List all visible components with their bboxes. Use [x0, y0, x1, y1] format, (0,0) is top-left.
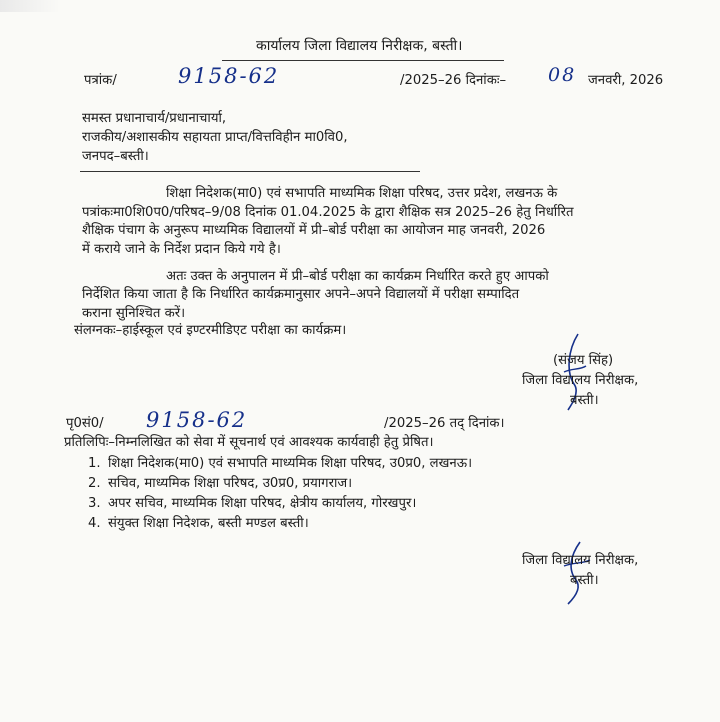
- para1-line-3: शैक्षिक पंचाग के अनुरूप माध्यमिक विद्यालयों में प्री–बोर्ड परीक्षा का आयोजन माह जनवरी, 2026: [82, 223, 546, 238]
- letter-month-year: जनवरी, 2026: [588, 73, 664, 88]
- office-title: कार्यालय जिला विद्यालय निरीक्षक, बस्ती।: [256, 38, 463, 54]
- recipient-1-number: 1.: [88, 456, 101, 471]
- letter-date-label: /2025–26 दिनांकः–: [400, 73, 507, 88]
- signatory-place-1: बस्ती।: [570, 393, 599, 408]
- para1-line-4: में कराये जाने के निर्देश प्रदान किये गये है।: [82, 242, 281, 257]
- signatory-name: (संजय सिंह): [553, 353, 614, 368]
- copy-intro: प्रतिलिपिः–निम्नलिखित को सेवा में सूचनार्थ एवं आवश्यक कार्यवाही हेतु प्रेषित।: [64, 435, 434, 450]
- para2-line-3: कराना सुनिश्चित करें।: [82, 306, 186, 321]
- recipient-3-number: 3.: [88, 496, 101, 511]
- recipient-1-text: शिक्षा निदेशक(मा0) एवं सभापति माध्यमिक शिक्षा परिषद, उ0प्र0, लखनऊ।: [108, 456, 473, 471]
- para1-line-1: शिक्षा निदेशक(मा0) एवं सभापति माध्यमिक शिक्षा परिषद, उत्तर प्रदेश, लखनऊ के: [166, 186, 558, 201]
- para1-line-2: पत्रांकःमा0शि0प0/परिषद–9/08 दिनांक 01.04.2025 के द्वारा शैक्षिक सत्र 2025–26 हेतु निर्धारित: [82, 205, 574, 220]
- attachment-note: संलग्नकः–हाईस्कूल एवं इण्टरमीडिएट परीक्षा का कार्यक्रम।: [74, 323, 347, 338]
- recipient-3-text: अपर सचिव, माध्यमिक शिक्षा परिषद, क्षेत्रीय कार्यालय, गोरखपुर।: [108, 496, 417, 511]
- recipient-2-number: 2.: [88, 476, 101, 491]
- header-underline: [222, 60, 504, 61]
- addressee-line-1: समस्त प्रधानाचार्य/प्रधानाचार्या,: [82, 111, 227, 126]
- addressee-divider: [80, 171, 420, 172]
- signatory-designation-1: जिला विद्यालय निरीक्षक,: [522, 373, 639, 388]
- scan-edge-shadow: [0, 0, 60, 12]
- signatory-place-2: बस्ती।: [570, 573, 599, 588]
- letter-number-prefix: पत्रांक/: [84, 73, 117, 88]
- handwritten-letter-number: 9158-62: [178, 64, 280, 88]
- handwritten-date-day: 08: [548, 64, 577, 86]
- handwritten-copy-number: 9158-62: [146, 408, 248, 432]
- copy-date-text: /2025–26 तद् दिनांक।: [384, 416, 505, 431]
- copy-number-prefix: पृ0सं0/: [66, 416, 104, 431]
- recipient-4-text: संयुक्त शिक्षा निदेशक, बस्ती मण्डल बस्ती।: [108, 516, 309, 531]
- para2-line-2: निर्देशित किया जाता है कि निर्धारित कार्यक्रमानुसार अपने–अपने विद्यालयों में परीक्षा सम्पादित: [82, 287, 520, 302]
- addressee-line-3: जनपद–बस्ती।: [82, 149, 149, 164]
- recipient-2-text: सचिव, माध्यमिक शिक्षा परिषद, उ0प्र0, प्रयागराज।: [108, 476, 353, 491]
- recipient-4-number: 4.: [88, 516, 101, 531]
- para2-line-1: अतः उक्त के अनुपालन में प्री–बोर्ड परीक्षा का कार्यक्रम निर्धारित करते हुए आपको: [166, 269, 549, 284]
- signatory-designation-2: जिला विद्यालय निरीक्षक,: [522, 553, 639, 568]
- addressee-line-2: राजकीय/अशासकीय सहायता प्राप्त/वित्तविहीन मा0वि0,: [82, 130, 348, 145]
